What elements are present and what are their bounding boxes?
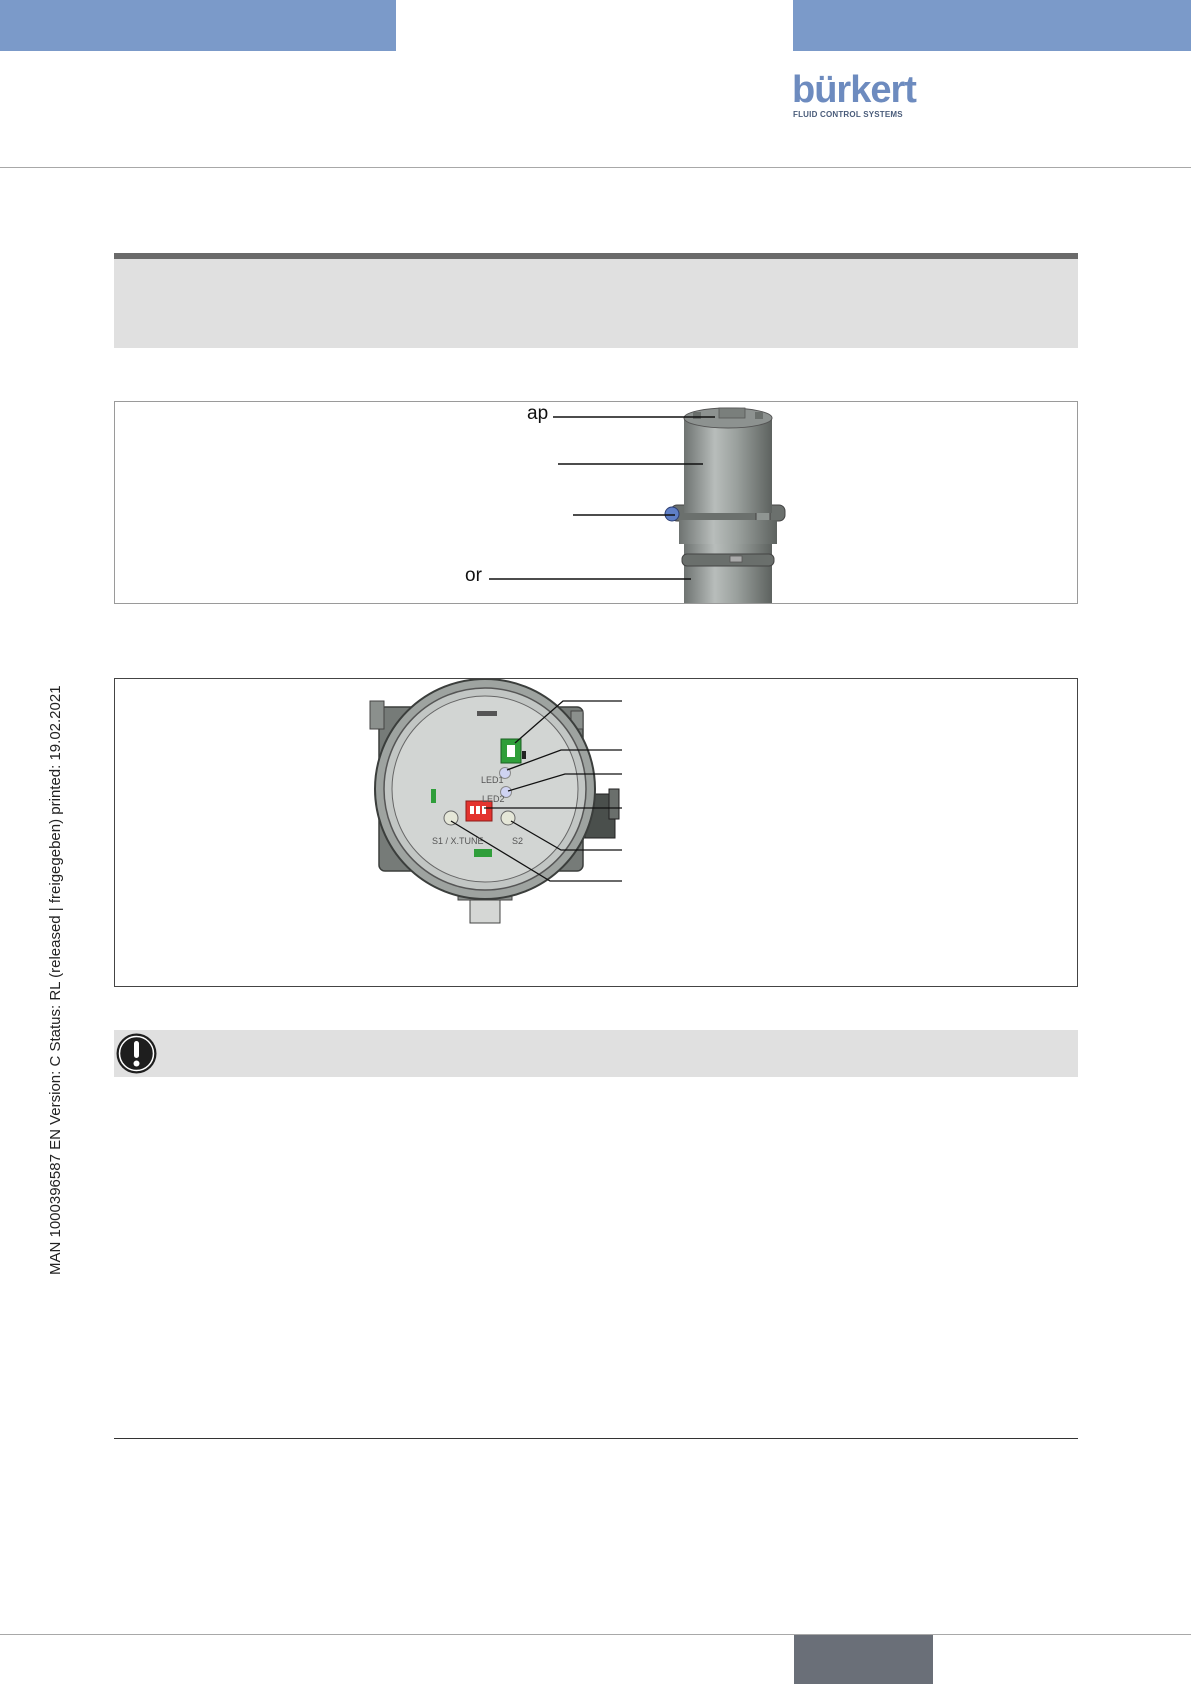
label-led2: LED2 [482, 794, 505, 804]
figure-device-side-view [114, 401, 1078, 604]
exclamation-icon [115, 1032, 158, 1075]
section-title-box [114, 253, 1078, 348]
burkert-logo [792, 70, 914, 120]
label-s2: S2 [512, 836, 524, 846]
logo-wordmark: bürkert [792, 69, 916, 111]
label-s1-xtune: S1 / X.TUNE [432, 836, 484, 846]
callout-or: or [465, 565, 482, 586]
header-band-right [793, 0, 1191, 51]
header-band-left [0, 0, 396, 51]
note-bar [114, 1030, 1078, 1077]
logo-tagline: FLUID CONTROL SYSTEMS [793, 110, 903, 119]
bottom-divider [0, 1634, 1191, 1635]
figure-electronics-top-view [114, 678, 1078, 987]
label-led1: LED1 [481, 775, 504, 785]
document-status-line: MAN 1000396587 EN Version: C Status: RL (released | freigegeben) printed: 19.02.2021 [47, 685, 64, 1275]
page-number-tab [794, 1635, 933, 1684]
electronics-illustration [115, 679, 1078, 987]
footer-divider [114, 1438, 1078, 1439]
callout-ap: ap [527, 403, 549, 424]
device-side-illustration [115, 402, 1078, 604]
header-divider [0, 167, 1191, 168]
